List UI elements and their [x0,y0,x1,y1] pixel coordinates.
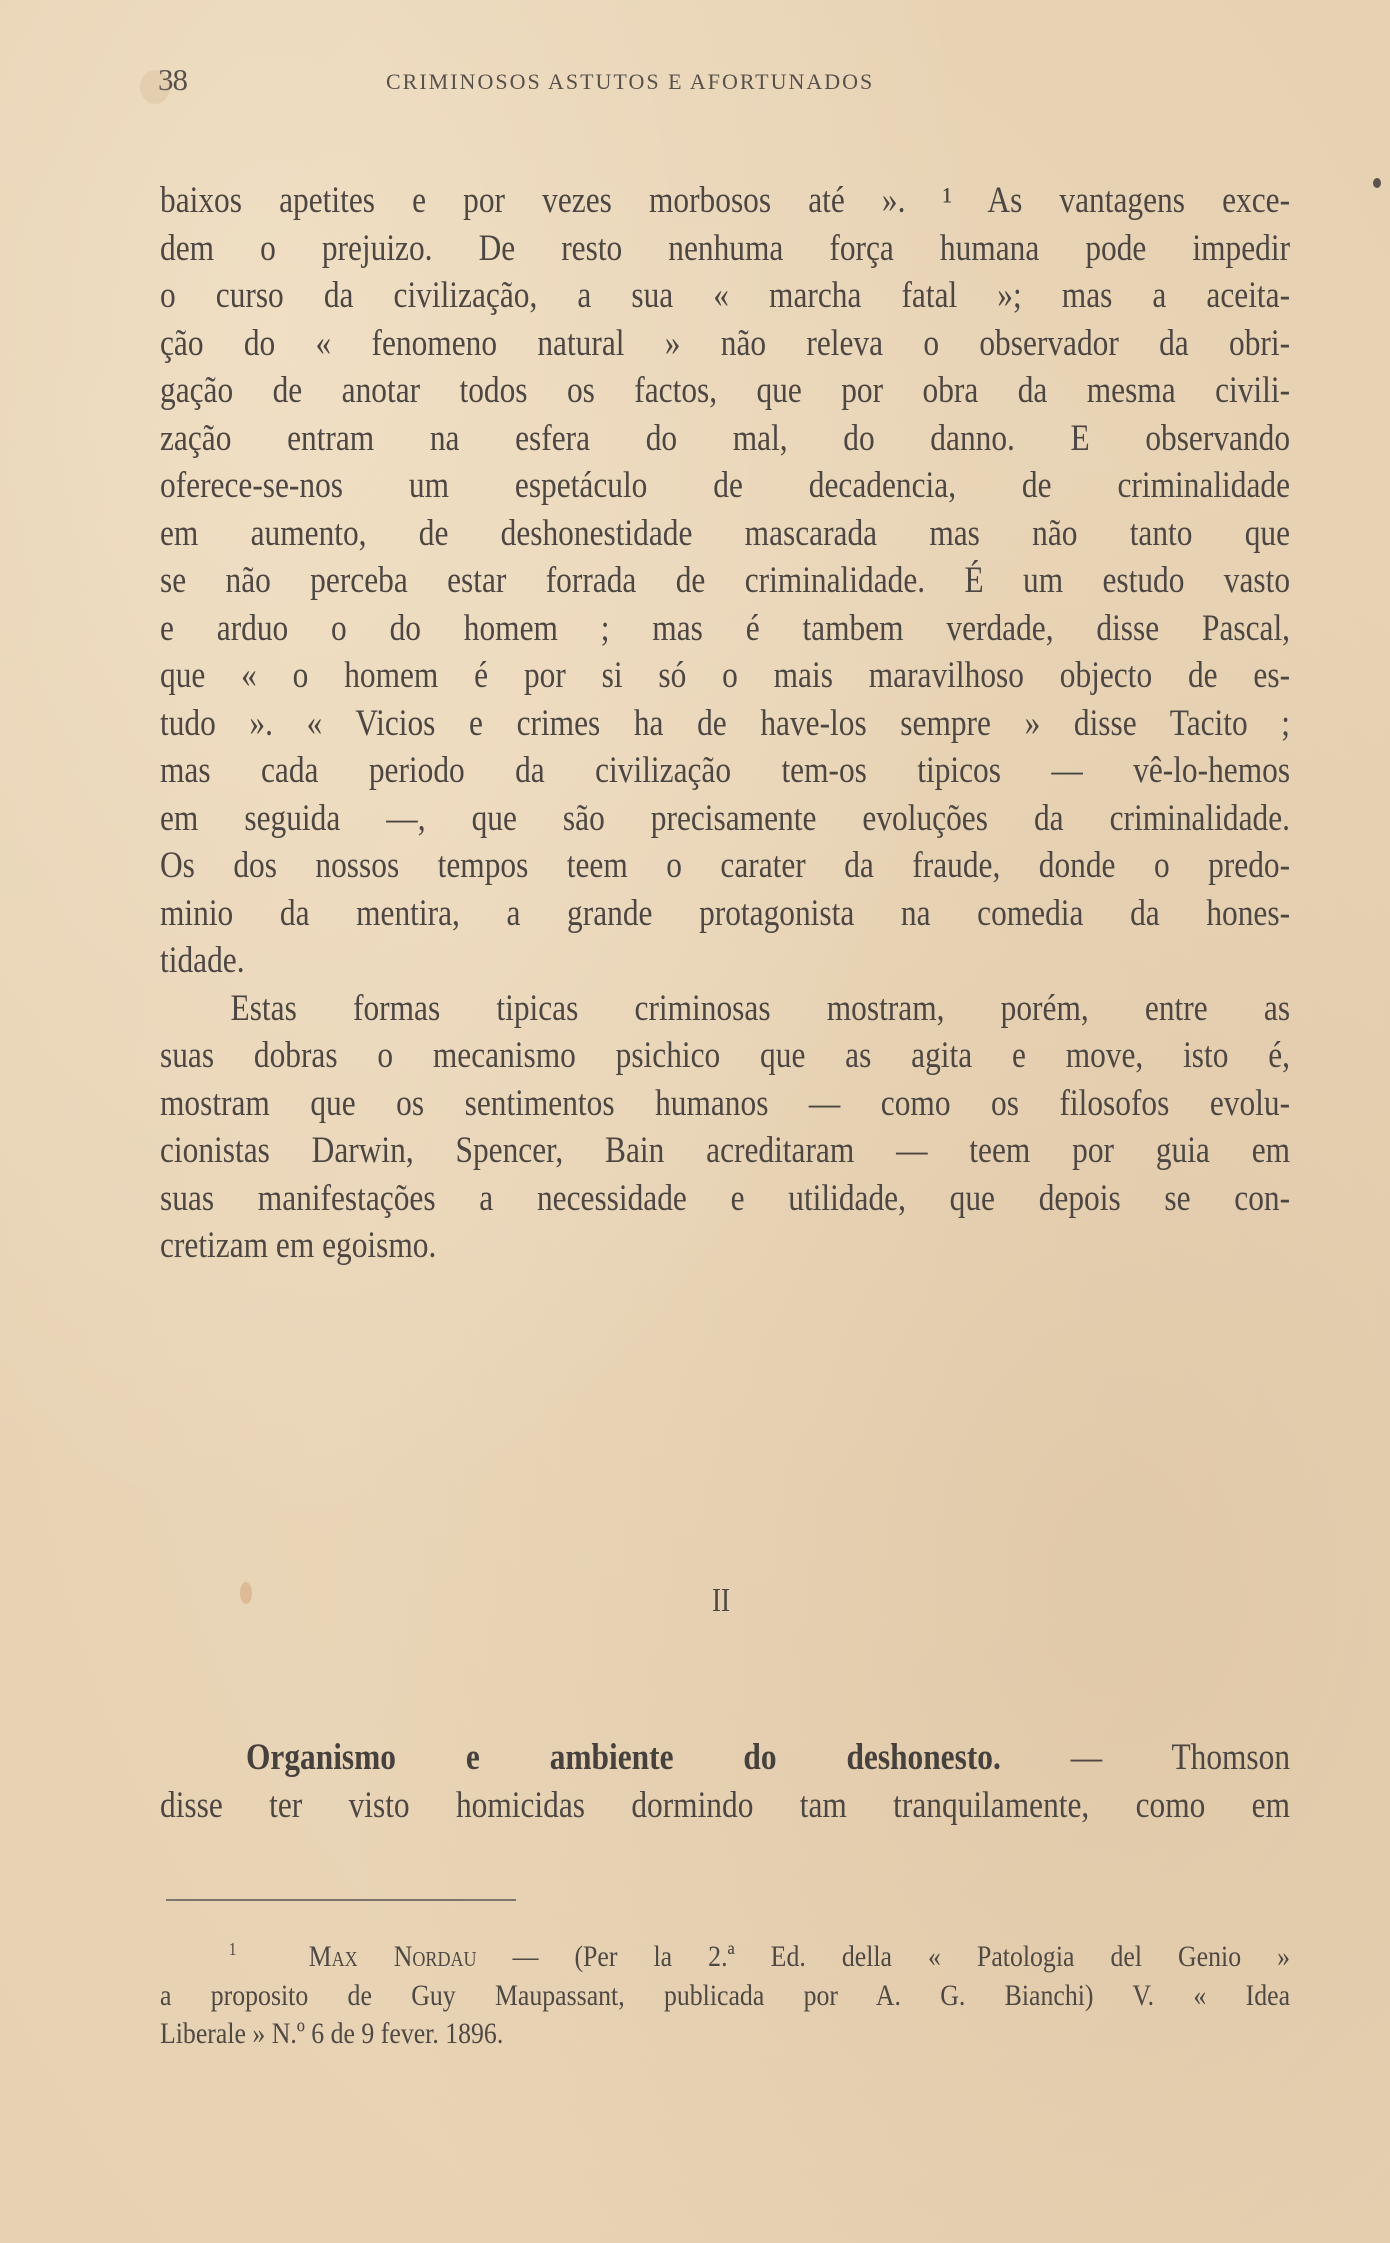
section-numeral: II [712,1582,731,1619]
paragraph-first-line: Estas formas tipicas criminosas mostram, porém, entre as [230,986,1291,1028]
footnote-line [160,1938,1290,1977]
section-first-line [160,1733,1290,1781]
footnote-marker: 1 [228,1939,237,1960]
footnote-line: a proposito de Guy Maupassant, publicada por A. G. Bianchi) V. « Idea [160,1978,1291,2012]
text-line: o curso da civilização, a sua « marcha fatal »; mas a aceita- [160,274,1291,315]
text-line: mas cada periodo da civilização tem-os tipicos — vê-lo-hemos [160,749,1291,790]
body-text [160,176,1291,1269]
text-line: zação entram na esfera do mal, do danno. E observando [160,416,1291,458]
text-line: cionistas Darwin, Spencer, Bain acreditaram — teem por guia em [160,1129,1291,1170]
text-line: ção do « fenomeno natural » não releva o observador da obri- [160,321,1291,363]
text-line: suas dobras o mecanismo psichico que as agita e move, isto é, [160,1034,1291,1075]
text-line: e arduo o do homem ; mas é tambem verdade, disse Pascal, [160,606,1291,648]
text-line: tidade. [160,939,245,980]
text-line: cretizam em egoismo. [160,1224,437,1265]
text-line: em seguida —, que são precisamente evoluções da criminalidade. [160,796,1291,838]
footnote-author: Max Nordau [308,1940,477,1973]
text-line: dem o prejuizo. De resto nenhuma força humana pode impedir [160,226,1291,268]
text-line: se não perceba estar forrada de criminalidade. É um estudo vasto [160,559,1291,600]
text-line: Os dos nossos tempos teem o carater da fraude, donde o predo- [160,844,1291,885]
paper-stain [1373,178,1381,188]
footnote-rule [166,1899,516,1901]
text-line: mostram que os sentimentos humanos — como os filosofos evolu- [160,1081,1291,1123]
text-line: tudo ». « Vicios e crimes ha de have-los sempre » disse Tacito ; [160,701,1291,743]
section-heading: Organismo e ambiente do deshonesto. [246,1736,1001,1777]
footnote-line: Liberale » N.º 6 de 9 fever. 1896. [160,2017,504,2050]
text-line: que « o homem é por si só o mais maravilhoso objecto de es- [160,654,1291,695]
page-number: 38 [158,62,187,97]
section-heading-continuation: — Thomson [1000,1736,1291,1777]
paper-stain [240,1582,252,1604]
text-line: oferece-se-nos um espetáculo de decadencia, de criminalidade [160,464,1291,505]
text-line: suas manifestações a necessidade e utilidade, que depois se con- [160,1176,1291,1218]
text-line: gação de anotar todos os factos, que por obra da mesma civili- [160,369,1291,410]
section-body [160,1733,1291,1829]
text-line: baixos apetites e por vezes morbosos até ». ¹ As vantagens exce- [160,179,1291,220]
text-line: minio da mentira, a grande protagonista na comedia da hones- [160,891,1291,933]
text-line: em aumento, de deshonestidade mascarada mas não tanto que [160,511,1291,553]
running-head [158,62,1298,102]
footnotes [160,1938,1291,2054]
footnote-text: — (Per la 2.ª Ed. della « Patologia del Genio » [476,1940,1291,1973]
text-line: disse ter visto homicidas dormindo tam tranquilamente, como em [160,1784,1291,1825]
paper-stain [140,70,170,104]
running-title: CRIMINOSOS ASTUTOS E AFORTUNADOS [386,69,875,94]
